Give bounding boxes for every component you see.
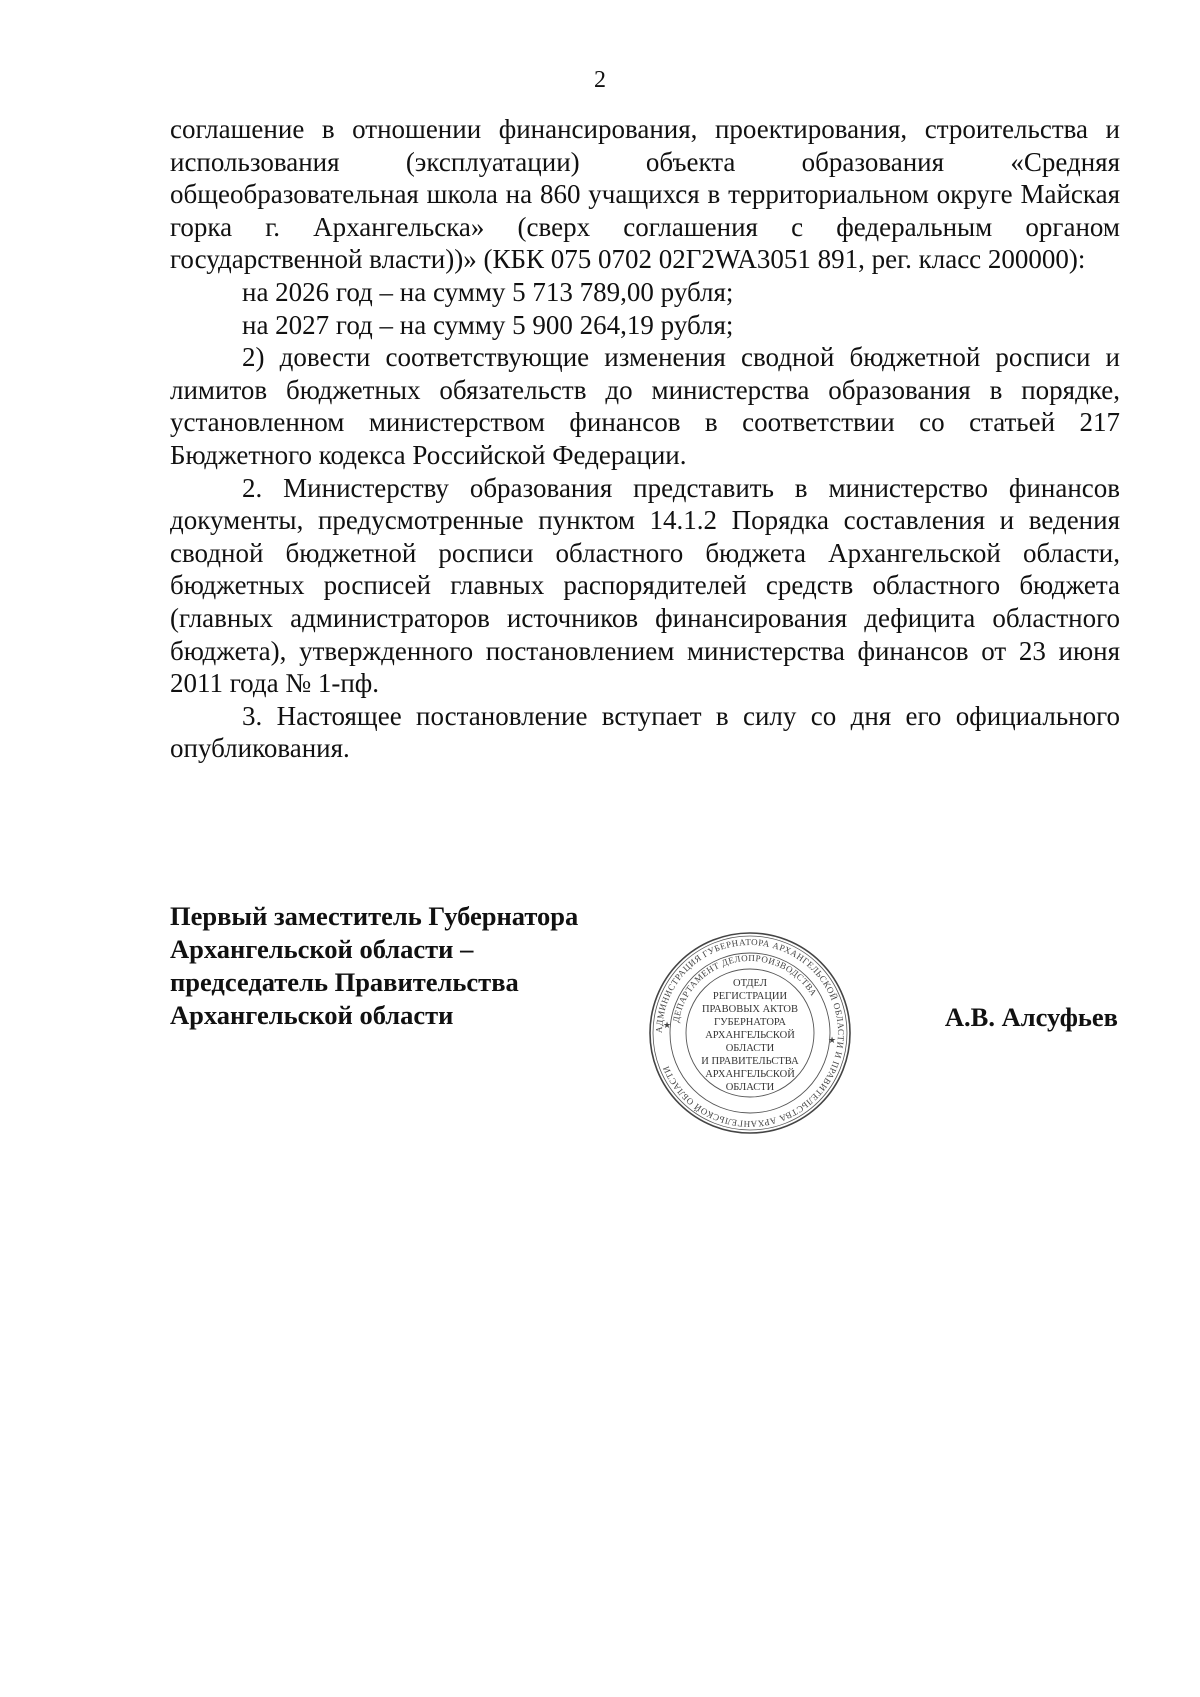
official-stamp — [645, 928, 855, 1138]
signatory-title-line: Первый заместитель Губернатора — [170, 901, 579, 931]
document-body — [170, 113, 1120, 765]
signatory-title-line: Архангельской области — [170, 1000, 454, 1030]
signatory-title — [170, 900, 578, 1032]
signatory-title-line: председатель Правительства — [170, 967, 519, 997]
stamp-center-line: АРХАНГЕЛЬСКОЙ — [705, 1030, 795, 1041]
stamp-star-icon: ★ — [828, 1035, 837, 1045]
stamp-center-line: ОБЛАСТИ — [725, 1043, 775, 1054]
paragraph: на 2026 год – на сумму 5 713 789,00 рубля; — [242, 276, 734, 307]
stamp-ring-outer-text: АДМИНИСТРАЦИЯ ГУБЕРНАТОРА АРХАНГЕЛЬСКОЙ ОБЛАСТИ И ПРАВИТЕЛЬСТВА АРХАНГЕЛЬСКОЙ ОБЛАСТИ — [653, 936, 847, 1130]
paragraph: соглашение в отношении финансирования, проектирования, строительства и использования (эксплуатации) объекта образования «Средняя общеобразовательная школа на 860 учащихся в территориальном округе Майская горка г. Архангельска» (сверх соглашения с федеральным органом государственной власти))» (КБК 075 0702 02Г2WA3051 891, рег. класс 200000): — [170, 114, 1120, 275]
stamp-center-line: ГУБЕРНАТОРА — [714, 1017, 786, 1028]
paragraph: 3. Настоящее постановление вступает в силу со дня его официального опубликования. — [170, 700, 1120, 764]
signatory-name: А.В. Алсуфьев — [944, 1002, 1118, 1032]
stamp-center-line: ПРАВОВЫХ АКТОВ — [701, 1004, 799, 1015]
paragraph: на 2027 год – на сумму 5 900 264,19 рубля; — [242, 309, 734, 340]
stamp-center-line: РЕГИСТРАЦИИ — [712, 991, 788, 1002]
stamp-center-line: ОТДЕЛ — [733, 978, 767, 989]
stamp-center-line: И ПРАВИТЕЛЬСТВА — [701, 1056, 799, 1067]
signatory-title-line: Архангельской области – — [170, 934, 474, 964]
page-number: 2 — [594, 67, 606, 93]
stamp-star-icon: ★ — [663, 1020, 672, 1030]
stamp-ring-inner-text: ДЕПАРТАМЕНТ ДЕЛОПРОИЗВОДСТВА — [670, 952, 820, 1024]
paragraph: 2) довести соответствующие изменения сводной бюджетной росписи и лимитов бюджетных обязательств до министерства образования в порядке, установленном министерством финансов в соответствии со статьей 217 Бюджетного кодекса Российской Федерации. — [170, 342, 1120, 470]
paragraph: 2. Министерству образования представить в министерство финансов документы, предусмотренные пунктом 14.1.2 Порядка составления и ведения сводной бюджетной росписи областного бюджета Архангельской области, бюджетных росписей главных распорядителей средств областного бюджета (главных администраторов источников финансирования дефицита областного бюджета), утвержденного постановлением министерства финансов от 23 июня 2011 года № 1-пф. — [170, 472, 1120, 699]
stamp-center-line: АРХАНГЕЛЬСКОЙ — [705, 1069, 795, 1080]
stamp-center-line: ОБЛАСТИ — [725, 1082, 775, 1093]
